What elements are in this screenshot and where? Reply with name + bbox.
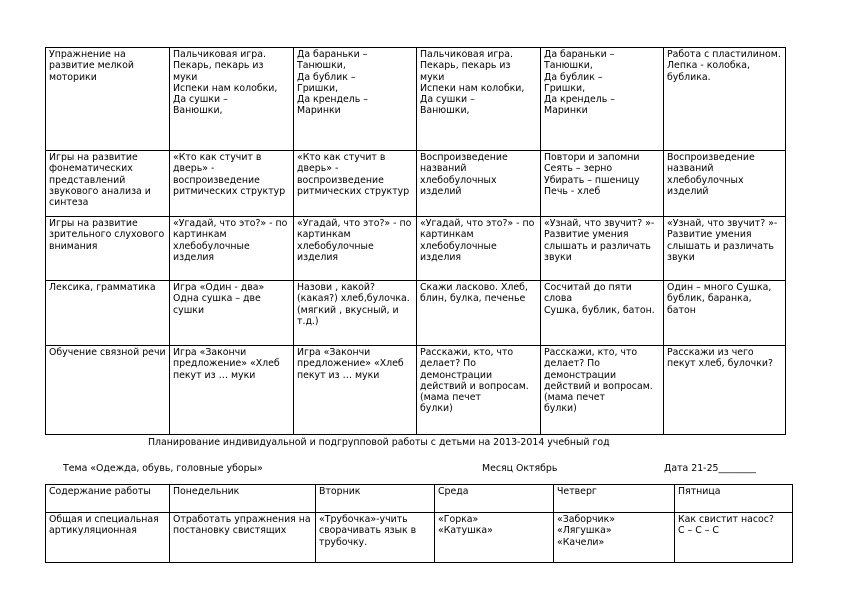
table-cell: Назови , какой? (какая?) хлеб,булочка. (мягкий , вкусный, и т.д.) [294,281,417,346]
table-cell: «Узнай, что звучит? »-Развитие умения слышать и различать звуки [664,217,786,281]
table-cell: Повтори и запомни Сеять – зерно Убирать – пшеницу Печь - хлеб [541,151,664,217]
table-header-row [46,485,793,513]
table-cell: «Заборчик» «Лягушка» «Качели» [554,513,675,563]
table-cell: «Угадай, что это?» - по картинкам хлебобулочные изделия [170,217,294,281]
date-label: Дата 21-25________ [664,463,756,474]
table-cell: Расскажи из чего пекут хлеб, булочки? [664,346,786,435]
table-cell: «Угадай, что это?» - по картинкам хлебобулочные изделия [294,217,417,281]
table-cell: «Узнай, что звучит? »-Развитие умения слышать и различать звуки [541,217,664,281]
table-row [46,513,793,563]
table-cell: Да бараньки – Танюшки, Да бублик – Гришки, Да крендель – Маринки [541,48,664,151]
table-cell: «Кто как стучит в дверь» - воспроизведение ритмических структур [170,151,294,217]
weekly-plan-table-1 [45,47,786,435]
table-row [46,151,786,217]
table-cell: Работа с пластилином. Лепка - колобка, бублика. [664,48,786,151]
table-cell: «Горка» «Катушка» [435,513,554,563]
column-header: Четверг [554,485,675,513]
table-cell: Один – много Сушка, бублик, баранка, батон [664,281,786,346]
table-cell: «Кто как стучит в дверь» - воспроизведение ритмических структур [294,151,417,217]
table-cell: Игра «Закончи предложение» «Хлеб пекут из … муки [294,346,417,435]
table-row [46,346,786,435]
table-cell: Воспроизведение названий хлебобулочных изделий [417,151,541,217]
table-cell: Расскажи, кто, что делает? По демонстрации действий и вопросам.(мама печет булки) [417,346,541,435]
row-heading-attention: Игры на развитие зрительного слухового внимания [46,217,170,281]
table-cell: Отработать упражнения на постановку свистящих [170,513,316,563]
table-cell: Игра «Закончи предложение» «Хлеб пекут из … муки [170,346,294,435]
table-cell: «Угадай, что это?» - по картинкам хлебобулочные изделия [417,217,541,281]
table-row [46,48,786,151]
table-cell: Пальчиковая игра. Пекарь, пекарь из муки Испеки нам колобки, Да сушки – Ванюшки, [417,48,541,151]
plan-caption: Планирование индивидуальной и подгрупповой работы с детьми на 2013-2014 учебный год [148,437,610,448]
table-cell: «Трубочка»-учить сворачивать язык в трубочку. [316,513,435,563]
month-label: Месяц Октябрь [482,463,558,474]
table-row [46,217,786,281]
row-heading-fine-motor: Упражнение на развитие мелкой моторики [46,48,170,151]
table-cell: Пальчиковая игра. Пекарь, пекарь из муки Испеки нам колобки, Да сушки – Ванюшки, [170,48,294,151]
topic-label: Тема «Одежда, обувь, головные уборы» [63,463,263,474]
row-heading-lexicon: Лексика, грамматика [46,281,170,346]
column-header: Вторник [316,485,435,513]
table-cell: Игра «Один - два» Одна сушка – две сушки [170,281,294,346]
column-header: Пятница [675,485,793,513]
table-cell: Расскажи, кто, что делает? По демонстрации действий и вопросам.(мама печет булки) [541,346,664,435]
table-cell: Воспроизведение названий хлебобулочных изделий [664,151,786,217]
column-header: Среда [435,485,554,513]
table-cell: Да бараньки – Танюшки, Да бублик – Гришки, Да крендель – Маринки [294,48,417,151]
table-row [46,281,786,346]
row-heading-speech: Обучение связной речи [46,346,170,435]
table-cell: Сосчитай до пяти слова Сушка, бублик, батон. [541,281,664,346]
weekly-plan-table-2 [45,484,793,563]
row-heading-phonemic: Игры на развитие фонематических представлений звукового анализа и синтеза [46,151,170,217]
table-cell: Как свистит насос? С – С – С [675,513,793,563]
column-header: Содержание работы [46,485,170,513]
column-header: Понедельник [170,485,316,513]
row-heading-articulation: Общая и специальная артикуляционная [46,513,170,563]
table-cell: Скажи ласково. Хлеб, блин, булка, печенье [417,281,541,346]
